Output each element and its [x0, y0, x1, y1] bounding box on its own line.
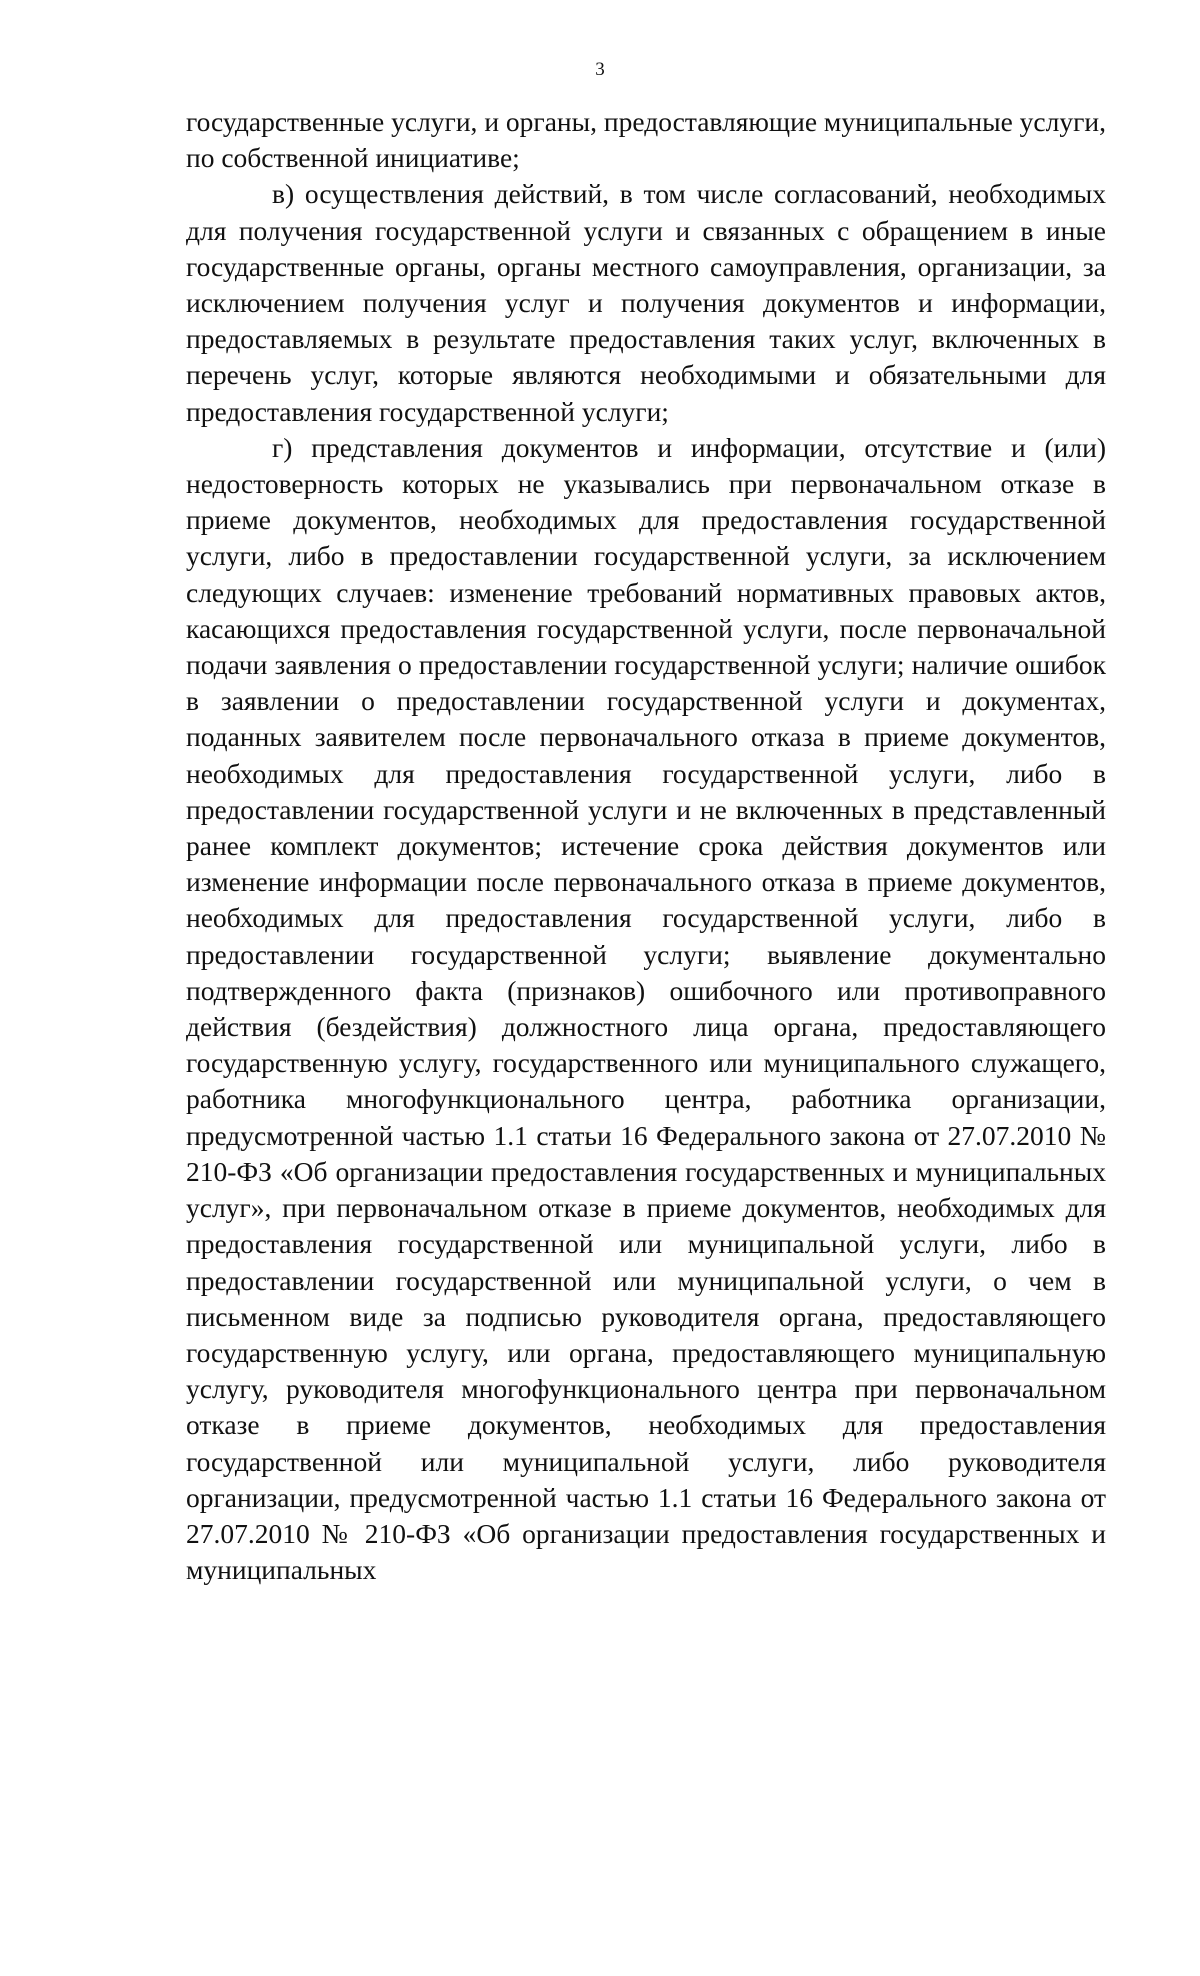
paragraph-item-v: в) осуществления действий, в том числе согласований, необходимых для получения государственной услуги и связанных с обращением в иные государственные органы, органы местного самоуправления, организации, за исключением получения услуг и получения документов и информации, предоставляемых в результате предоставления таких услуг, включенных в перечень услуг, которые являются необходимыми и обязательными для предоставления государственной услуги; — [186, 178, 1106, 427]
page-number: 3 — [595, 59, 605, 80]
paragraph-item-g: г) представления документов и информации, отсутствие и (или) недостоверность которых не указывались при первоначальном отказе в приеме документов, необходимых для предоставления государственной услуги, либо в предоставлении государственной услуги, за исключением следующих случаев: изменение требований нормативных правовых актов, касающихся предоставления государственной услуги, после первоначальной подачи заявления о предоставлении государственной услуги; наличие ошибок в заявлении о предоставлении государственной услуги и документах, поданных заявителем после первоначального отказа в приеме документов, необходимых для предоставления государственной услуги, либо в предоставлении государственной услуги и не включенных в представленный ранее комплект документов; истечение срока действия документов или изменение информации после первоначального отказа в приеме документов, необходимых для предоставления государственной услуги, либо в предоставлении государственной услуги; выявление документально подтвержденного факта (признаков) ошибочного или противоправного действия (бездействия) должностного лица органа, предоставляющего государственную услугу, государственного или муниципального служащего, работника многофункционального центра, работника организации, предусмотренной частью 1.1 статьи 16 Федерального закона от 27.07.2010 № 210-ФЗ «Об организации предоставления государственных и муниципальных услуг», при первоначальном отказе в приеме документов, необходимых для предоставления государственной или муниципальной услуги, либо в предоставлении государственной или муниципальной услуги, о чем в письменном виде за подписью руководителя органа, предоставляющего государственную услугу, или органа, предоставляющего муниципальную услугу, руководителя многофункционального центра при первоначальном отказе в приеме документов, необходимых для предоставления государственной или муниципальной услуги, либо руководителя организации, предусмотренной частью 1.1 статьи 16 Федерального закона от 27.07.2010 № 210-ФЗ «Об организации предоставления государственных и муниципальных — [186, 431, 1106, 1586]
document-body — [186, 104, 1106, 1588]
paragraph-continuation: государственные услуги, и органы, предоставляющие муниципальные услуги, по собственной инициативе; — [186, 106, 1106, 174]
